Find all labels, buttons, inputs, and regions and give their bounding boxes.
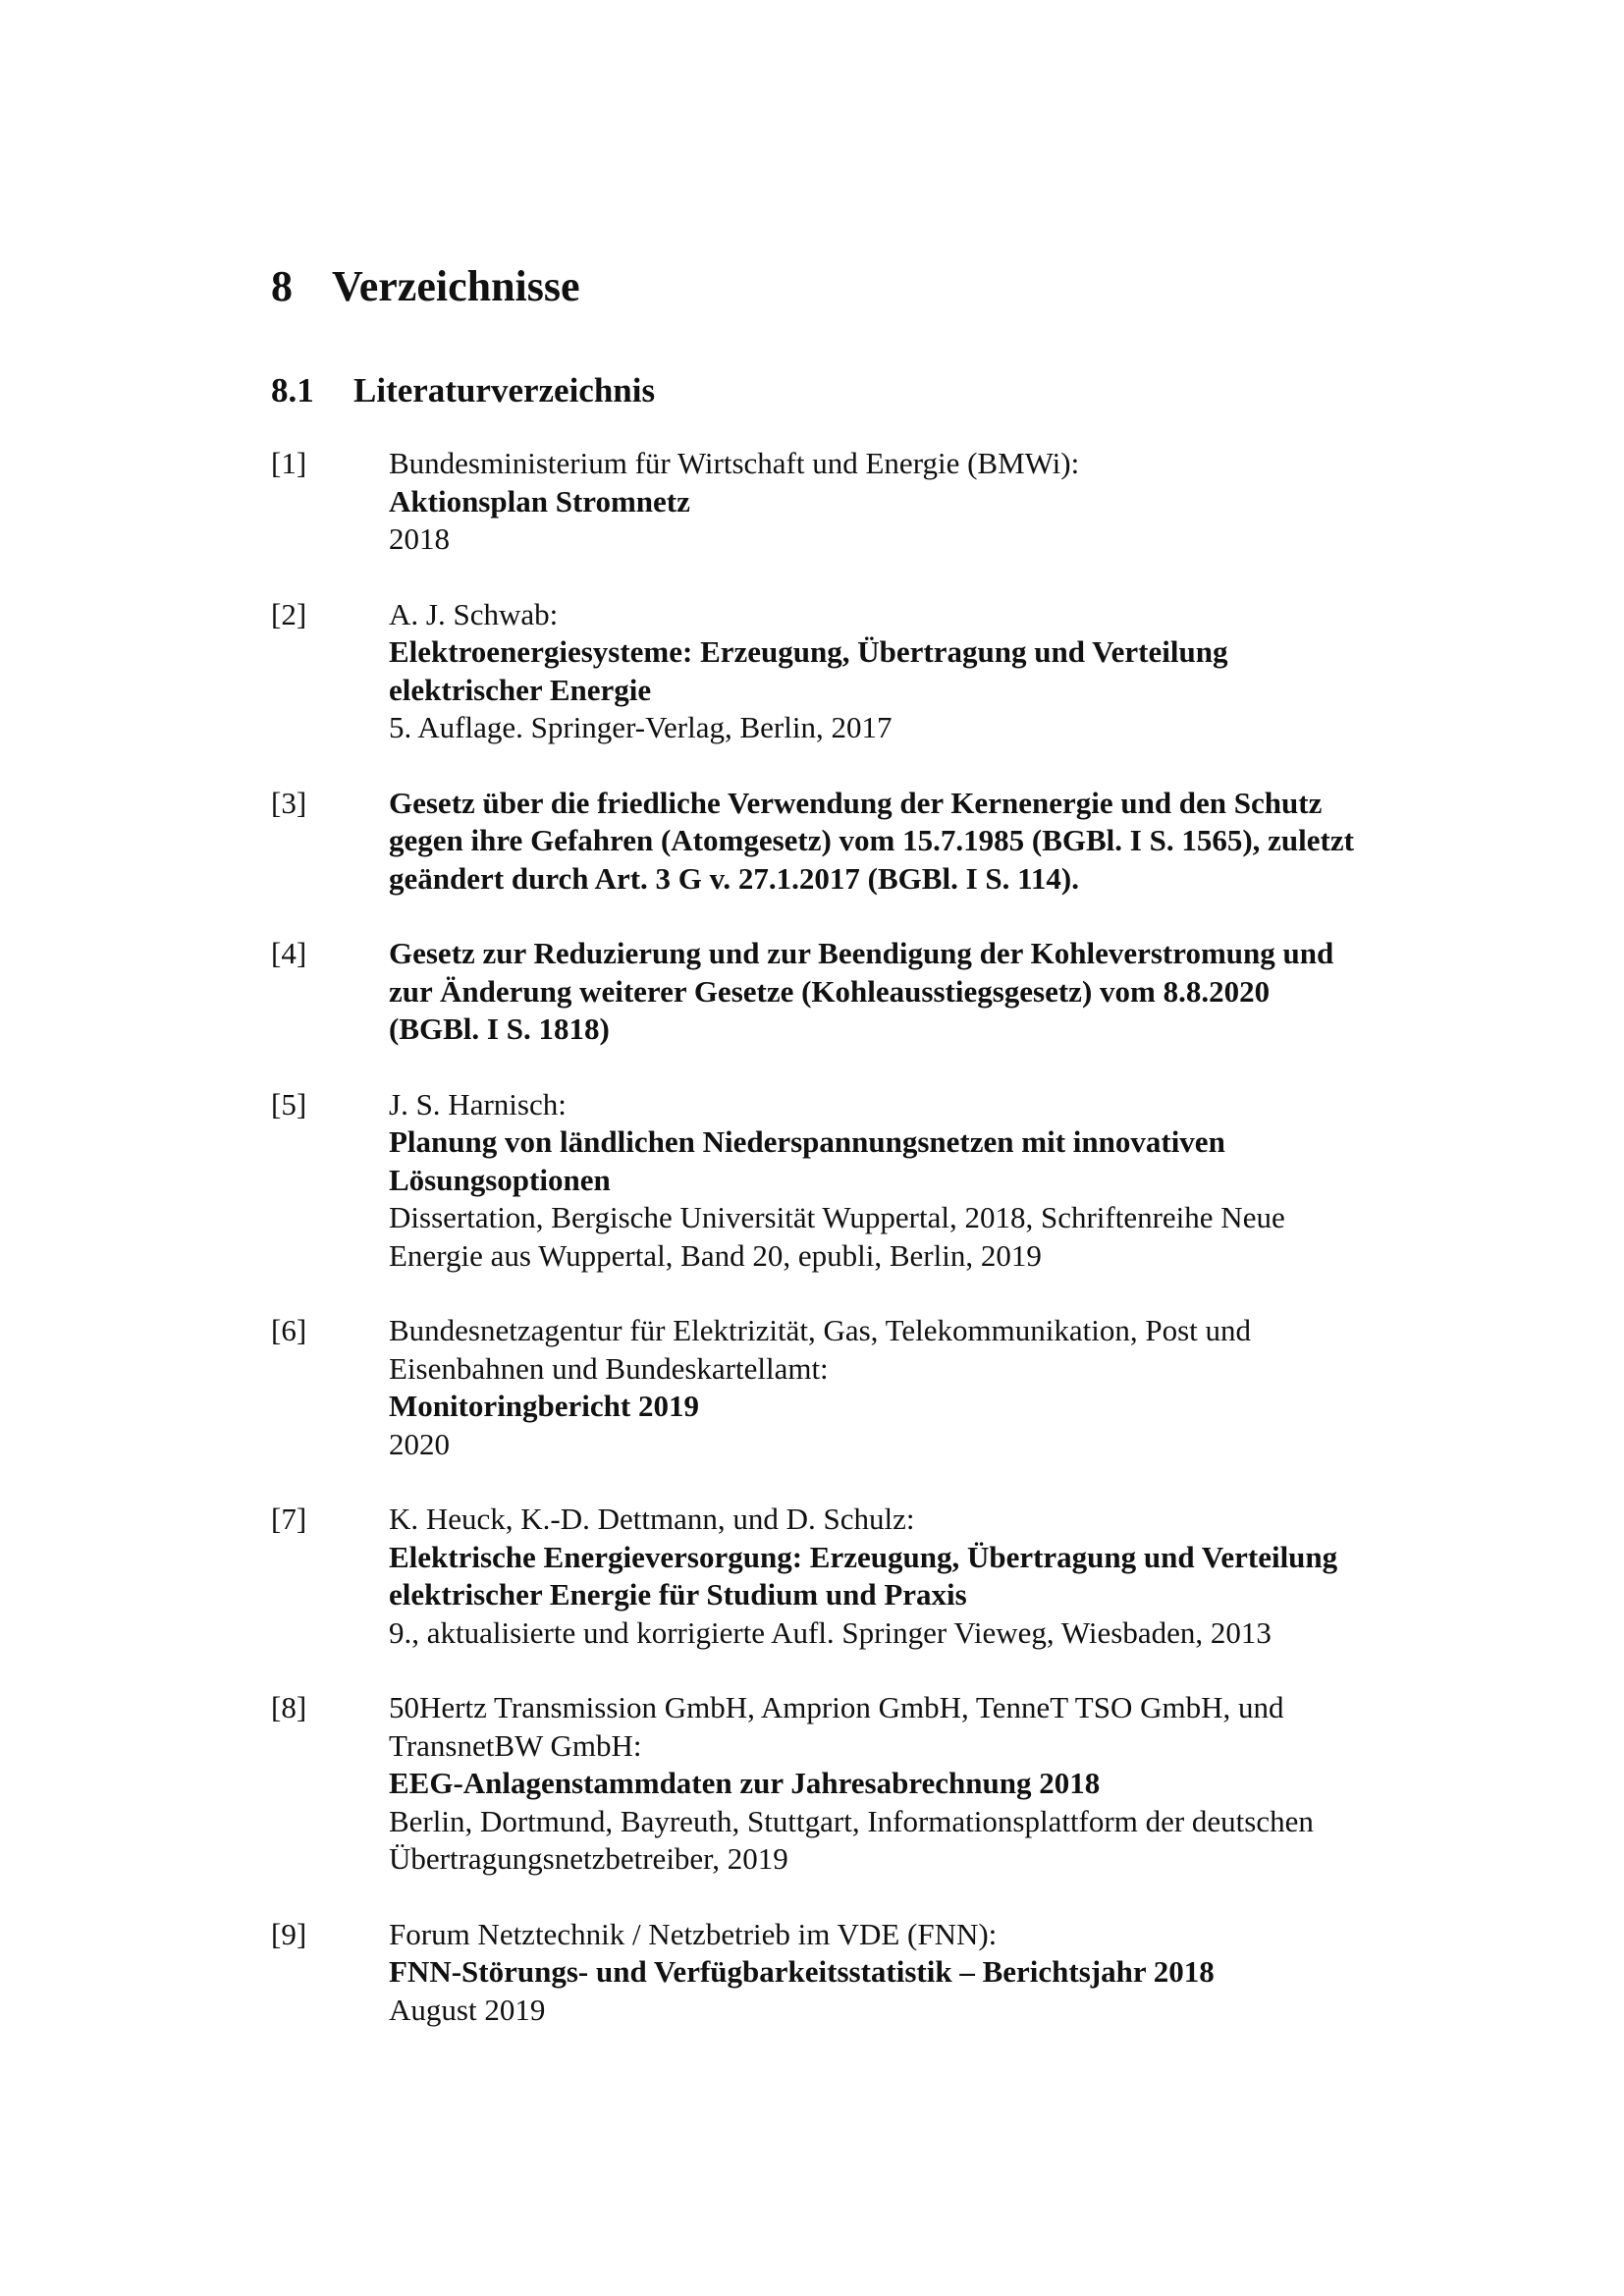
section-number: 8.1 (271, 371, 314, 410)
reference-title-line: (BGBl. I S. 1818) (389, 1011, 610, 1046)
reference-list (271, 445, 1449, 2066)
reference-entry (271, 785, 1449, 899)
reference-entry (271, 1312, 1449, 1463)
reference-number: [1] (271, 446, 307, 480)
reference-title-line: FNN-Störungs- und Verfügbarkeitsstatistik – Berichtsjahr 2018 (389, 1954, 1215, 1989)
chapter-number: 8 (271, 262, 293, 310)
reference-entry (271, 1086, 1449, 1276)
section-title-text: Literaturverzeichnis (353, 371, 656, 410)
reference-text-line: 2018 (389, 521, 450, 556)
reference-text-line: J. S. Harnisch: (389, 1086, 567, 1121)
reference-title-line: Monitoringbericht 2019 (389, 1389, 699, 1423)
reference-text-line: 50Hertz Transmission GmbH, Amprion GmbH, TenneT TSO GmbH, und (389, 1690, 1284, 1724)
reference-entry (271, 596, 1449, 747)
reference-text-line: Bundesnetzagentur für Elektrizität, Gas, Telekommunikation, Post und (389, 1313, 1251, 1347)
reference-text-line: Übertragungsnetzbetreiber, 2019 (389, 1841, 788, 1876)
reference-title-line: Gesetz über die friedliche Verwendung der Kernenergie und den Schutz (389, 785, 1323, 820)
reference-number: [2] (271, 596, 307, 631)
reference-title-line: Gesetz zur Reduzierung und zur Beendigung der Kohleverstromung und (389, 936, 1334, 970)
reference-number: [7] (271, 1502, 307, 1536)
reference-text-line: Energie aus Wuppertal, Band 20, epubli, Berlin, 2019 (389, 1237, 1042, 1273)
reference-text-line: Berlin, Dortmund, Bayreuth, Stuttgart, Informationsplattform der deutschen (389, 1803, 1314, 1838)
chapter-title-text: Verzeichnisse (332, 262, 580, 310)
reference-number: [6] (271, 1313, 307, 1347)
reference-number: [9] (271, 1916, 307, 1951)
reference-title-line: elektrischer Energie (389, 672, 652, 707)
reference-text-line: Dissertation, Bergische Universität Wuppertal, 2018, Schriftenreihe Neue (389, 1200, 1285, 1234)
reference-entry (271, 935, 1449, 1049)
reference-title-line: zur Änderung weiterer Gesetze (Kohleausstiegsgesetz) vom 8.8.2020 (389, 973, 1271, 1009)
reference-title-line: geändert durch Art. 3 G v. 27.1.2017 (BGBl. I S. 114). (389, 860, 1079, 896)
chapter-heading (271, 257, 580, 316)
reference-text-line: Bundesministerium für Wirtschaft und Energie (BMWi): (389, 446, 1080, 480)
reference-text-line: K. Heuck, K.-D. Dettmann, und D. Schulz: (389, 1502, 915, 1536)
reference-number: [5] (271, 1086, 307, 1121)
reference-title-line: Elektroenergiesysteme: Erzeugung, Übertragung und Verteilung (389, 634, 1228, 669)
reference-title-line: Elektrische Energieversorgung: Erzeugung, Übertragung und Verteilung (389, 1539, 1338, 1574)
reference-title-line: Planung von ländlichen Niederspannungsnetzen mit innovativen (389, 1124, 1225, 1159)
reference-entry (271, 445, 1449, 559)
reference-title-line: Lösungsoptionen (389, 1162, 611, 1197)
section-heading (271, 367, 655, 414)
reference-entry (271, 1916, 1449, 2030)
reference-title-line: Aktionsplan Stromnetz (389, 483, 690, 519)
reference-number: [3] (271, 785, 307, 820)
reference-entry (271, 1689, 1449, 1879)
reference-title-line: elektrischer Energie für Studium und Praxis (389, 1577, 967, 1612)
reference-text-line: August 2019 (389, 1992, 546, 2027)
reference-text-line: A. J. Schwab: (389, 596, 559, 631)
reference-number: [4] (271, 936, 307, 970)
reference-number: [8] (271, 1690, 307, 1724)
reference-text-line: Forum Netztechnik / Netzbetrieb im VDE (FNN): (389, 1916, 998, 1951)
reference-text-line: 9., aktualisierte und korrigierte Aufl. Springer Vieweg, Wiesbaden, 2013 (389, 1614, 1272, 1650)
reference-entry (271, 1501, 1449, 1652)
reference-title-line: gegen ihre Gefahren (Atomgesetz) vom 15.7.1985 (BGBl. I S. 1565), zuletzt (389, 823, 1354, 857)
reference-text-line: Eisenbahnen und Bundeskartellamt: (389, 1350, 829, 1386)
reference-title-line: EEG-Anlagenstammdaten zur Jahresabrechnung 2018 (389, 1766, 1101, 1800)
reference-text-line: 2020 (389, 1426, 450, 1461)
reference-text-line: TransnetBW GmbH: (389, 1727, 642, 1763)
reference-text-line: 5. Auflage. Springer-Verlag, Berlin, 2017 (389, 710, 893, 744)
